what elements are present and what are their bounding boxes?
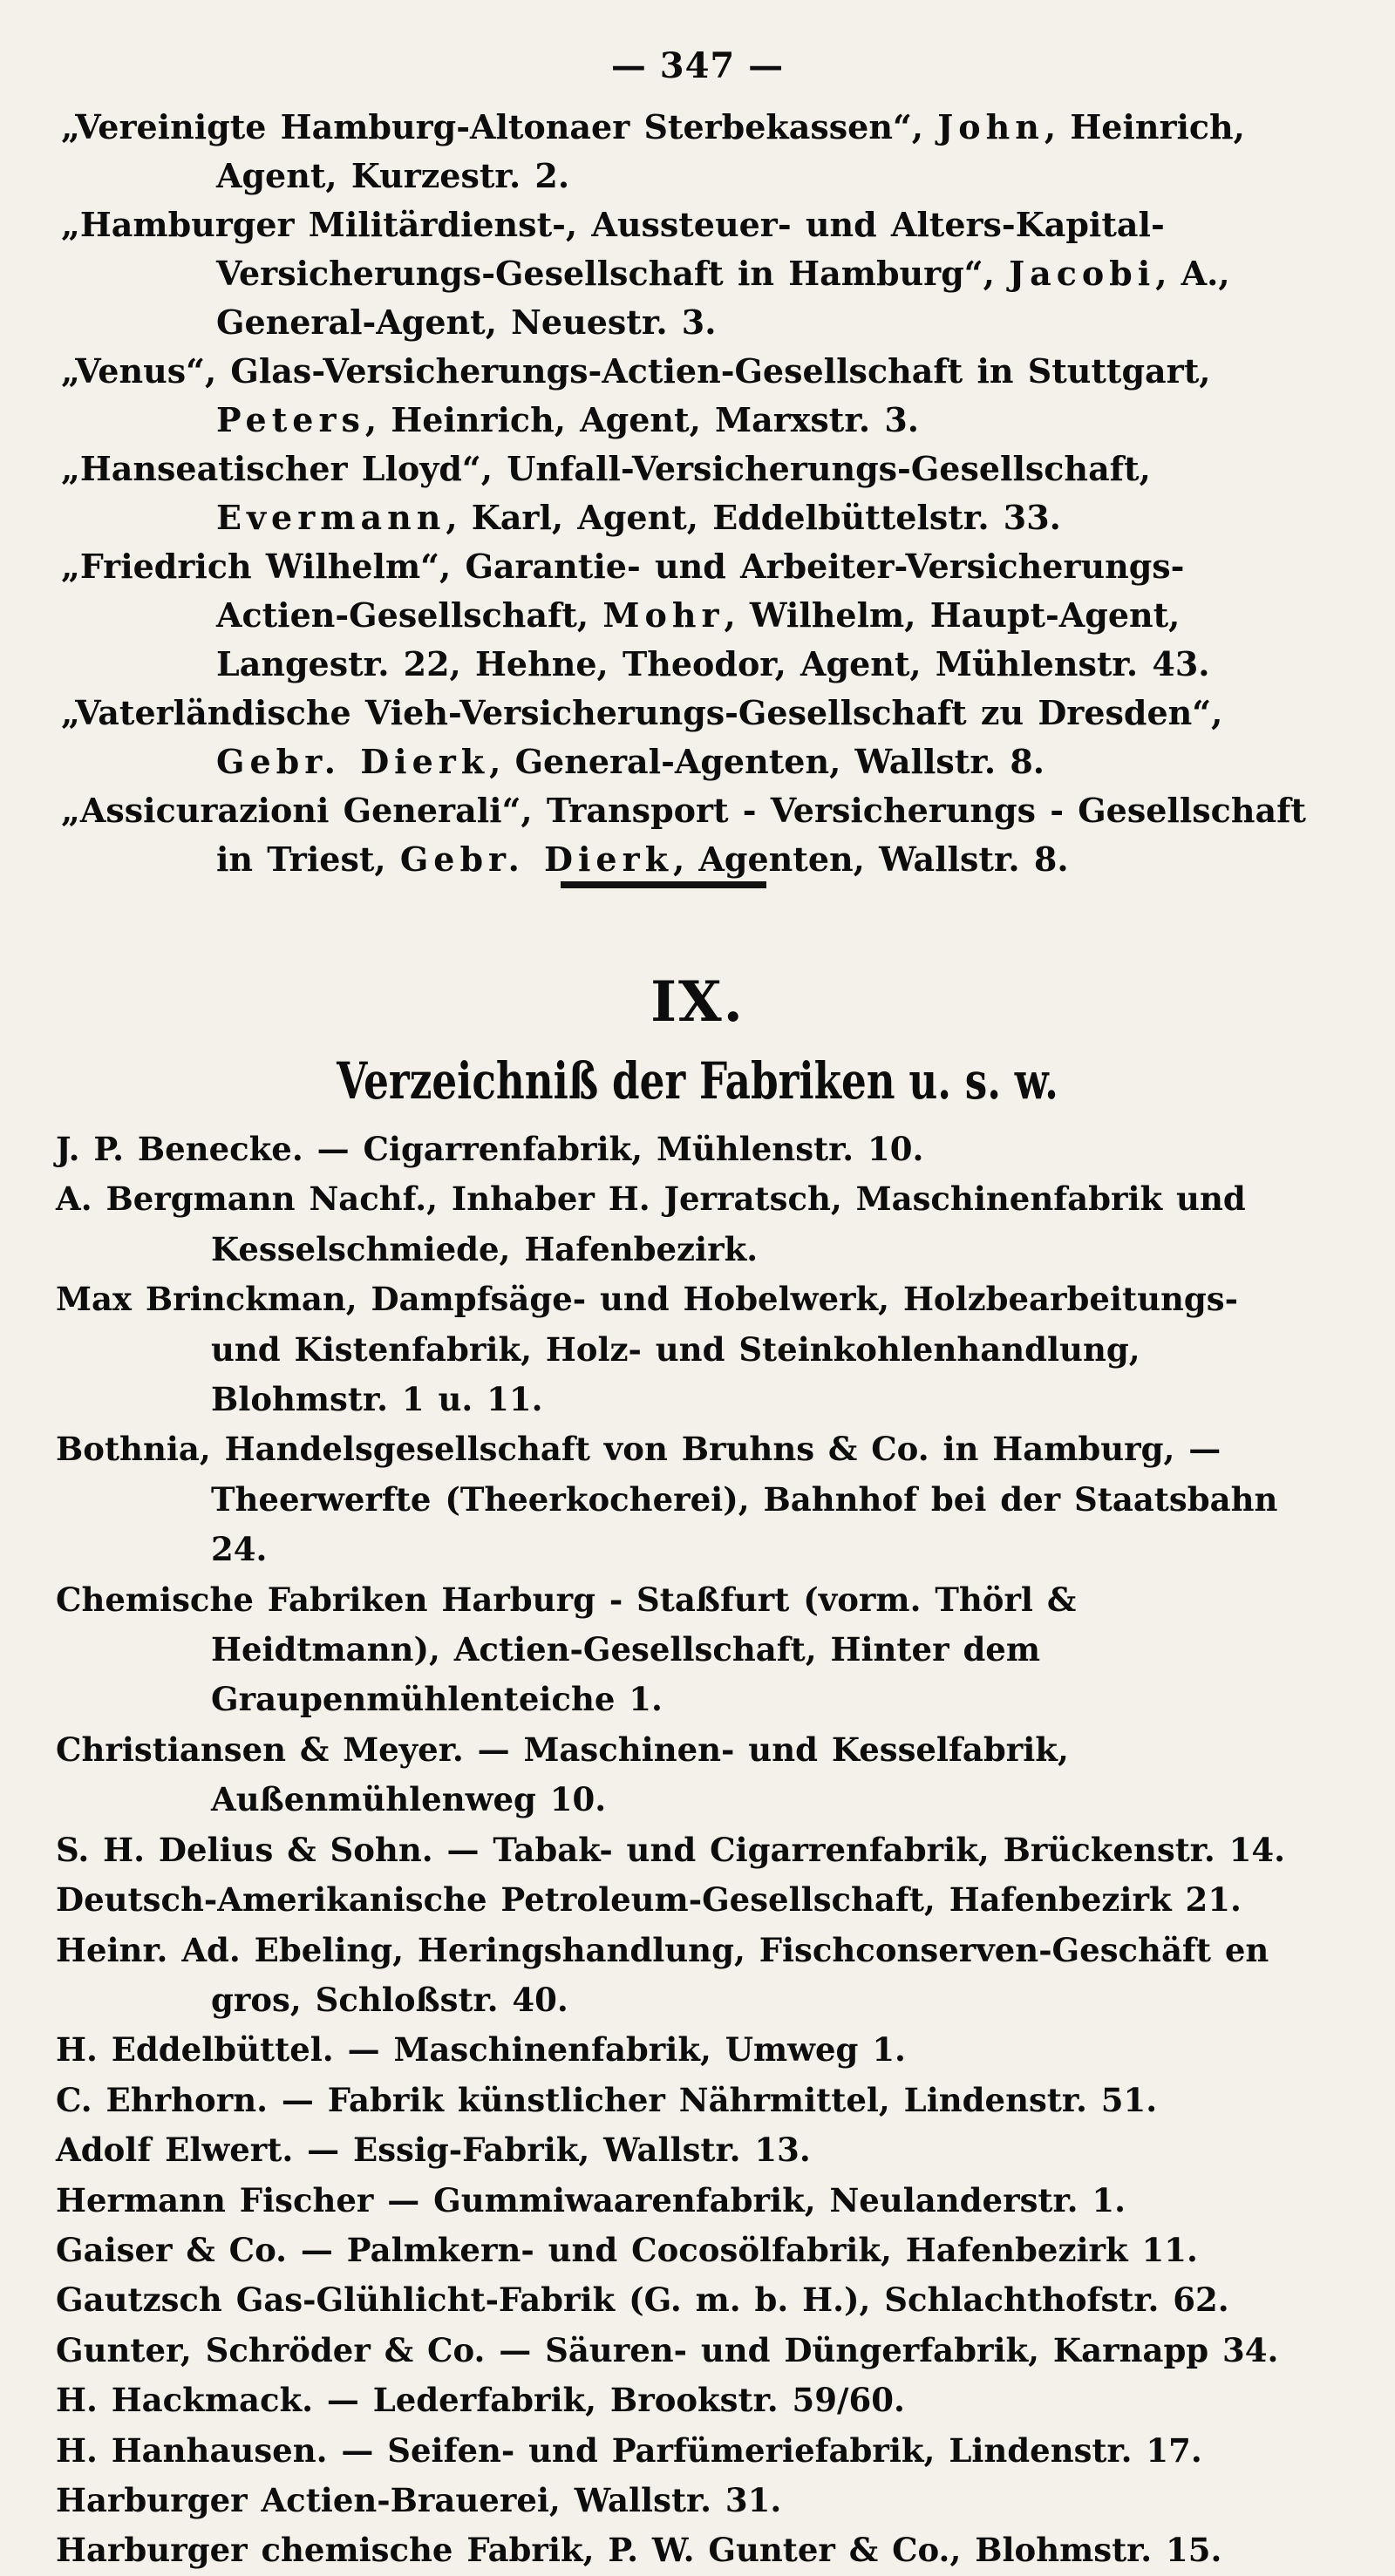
entry-text: „Venus“, Glas-Versicherungs-Actien-Gesellschaft in Stuttgart, <box>61 351 1211 391</box>
agent-name: Mohr <box>602 595 725 635</box>
list-item: C. Ehrhorn. — Fabrik künstlicher Nährmittel, Lindenstr. 51. <box>56 2080 1158 2119</box>
list-item: H. Hanhausen. — Seifen- und Parfümeriefabrik, Lindenstr. 17. <box>56 2430 1202 2470</box>
chapter-numeral: IX. <box>650 969 745 1035</box>
list-item: Max Brinckman, Dampfsäge- und Hobelwerk, Holzbearbeitungs- und Kistenfabrik, Holz- und Steinkohlenhandlung, Blohmstr. 1 u. 11. <box>56 1280 1238 1419</box>
list-item: S. H. Delius & Sohn. — Tabak- und Cigarrenfabrik, Brückenstr. 14. <box>56 1830 1286 1869</box>
agent-name: Peters <box>216 400 365 439</box>
list-item: Hermann Fischer — Gummiwaarenfabrik, Neulanderstr. 1. <box>56 2180 1126 2219</box>
insurance-agents-list <box>0 103 1395 884</box>
agent-name: Jacobi <box>1009 254 1156 293</box>
list-item <box>0 689 1317 786</box>
list-item <box>0 347 1317 445</box>
list-item: Adolf Elwert. — Essig-Fabrik, Wallstr. 13. <box>56 2131 811 2170</box>
agent-name: Gebr. Dierk <box>216 742 490 781</box>
entry-text: , Wilhelm, Haupt-Agent, Langestr. 22, Hehne, Theodor, Agent, Mühlenstr. 43. <box>216 595 1210 683</box>
entry-text: , A., General-Agent, Neuestr. 3. <box>216 254 1230 342</box>
entry-text: „Vereinigte Hamburg-Altonaer Sterbekassen“, <box>61 107 938 146</box>
list-item: Gaiser & Co. — Palmkern- und Cocosölfabrik, Hafenbezirk 11. <box>56 2230 1198 2269</box>
list-item <box>0 201 1317 347</box>
agent-name: Gebr. Dierk <box>399 839 673 879</box>
list-item: A. Bergmann Nachf., Inhaber H. Jerratsch, Maschinenfabrik und Kesselschmiede, Hafenbezirk. <box>56 1179 1246 1268</box>
list-item <box>0 445 1317 542</box>
entry-text: „Vaterländische Vieh-Versicherungs-Gesellschaft zu Dresden“, <box>61 693 1223 732</box>
agent-name: John <box>937 107 1045 146</box>
list-item <box>0 542 1317 689</box>
list-item: Chemische Fabriken Harburg - Staßfurt (vorm. Thörl & Heidtmann), Actien-Gesellschaft, Hinter dem Graupenmühlenteiche 1. <box>56 1580 1077 1719</box>
entry-text: , Karl, Agent, Eddelbüttelstr. 33. <box>446 498 1061 537</box>
list-item: Harburger chemische Fabrik, P. W. Gunter & Co., Blohmstr. 15. <box>56 2531 1222 2570</box>
list-item: Gunter, Schröder & Co. — Säuren- und Düngerfabrik, Karnapp 34. <box>56 2330 1279 2369</box>
chapter-title: Verzeichniß der Fabriken u. s. w. <box>337 1051 1058 1111</box>
list-item <box>0 103 1317 201</box>
entry-text: „Assicurazioni Generali“, Transport - Versicherungs - Gesellschaft in Triest, <box>61 791 1306 879</box>
entry-text: „Friedrich Wilhelm“, Garantie- und Arbeiter-Versicherungs-Actien-Gesellschaft, <box>61 547 1185 635</box>
entry-text: „Hamburger Militärdienst-, Aussteuer- und Alters-Kapital-Versicherungs-Gesellschaft in Hamburg“, <box>61 205 1165 293</box>
entry-text: , Heinrich, Agent, Marxstr. 3. <box>364 400 919 439</box>
list-item: H. Hackmack. — Lederfabrik, Brookstr. 59/60. <box>56 2381 905 2420</box>
list-item: H. Eddelbüttel. — Maschinenfabrik, Umweg 1. <box>56 2030 906 2070</box>
entry-text: , General-Agenten, Wallstr. 8. <box>489 742 1045 781</box>
list-item: Gautzsch Gas-Glühlicht-Fabrik (G. m. b. H.), Schlachthofstr. 62. <box>56 2280 1229 2320</box>
page-number: — 347 — <box>610 45 785 86</box>
factory-list <box>0 1125 1395 2576</box>
list-item <box>0 786 1317 884</box>
entry-text: , Heinrich, Agent, Kurzestr. 2. <box>216 107 1245 195</box>
list-item: Christiansen & Meyer. — Maschinen- und Kesselfabrik, Außenmühlenweg 10. <box>56 1730 1069 1819</box>
list-item: Harburger Actien-Brauerei, Wallstr. 31. <box>56 2480 782 2519</box>
list-item: Deutsch-Amerikanische Petroleum-Gesellschaft, Hafenbezirk 21. <box>56 1880 1242 1920</box>
section-divider <box>561 881 766 888</box>
list-item: J. P. Benecke. — Cigarrenfabrik, Mühlenstr. 10. <box>56 1130 924 1168</box>
list-item: Heinr. Ad. Ebeling, Heringshandlung, Fischconserven-Geschäft en gros, Schloßstr. 40. <box>56 1930 1269 2019</box>
list-item: Bothnia, Handelsgesellschaft von Bruhns & Co. in Hamburg, — Theerwerfte (Theerkocherei), Bahnhof bei der Staatsbahn 24. <box>56 1430 1278 1569</box>
agent-name: Evermann <box>216 498 446 537</box>
entry-text: „Hanseatischer Lloyd“, Unfall-Versicherungs-Gesellschaft, <box>61 449 1151 488</box>
entry-text: , Agenten, Wallstr. 8. <box>672 839 1069 879</box>
